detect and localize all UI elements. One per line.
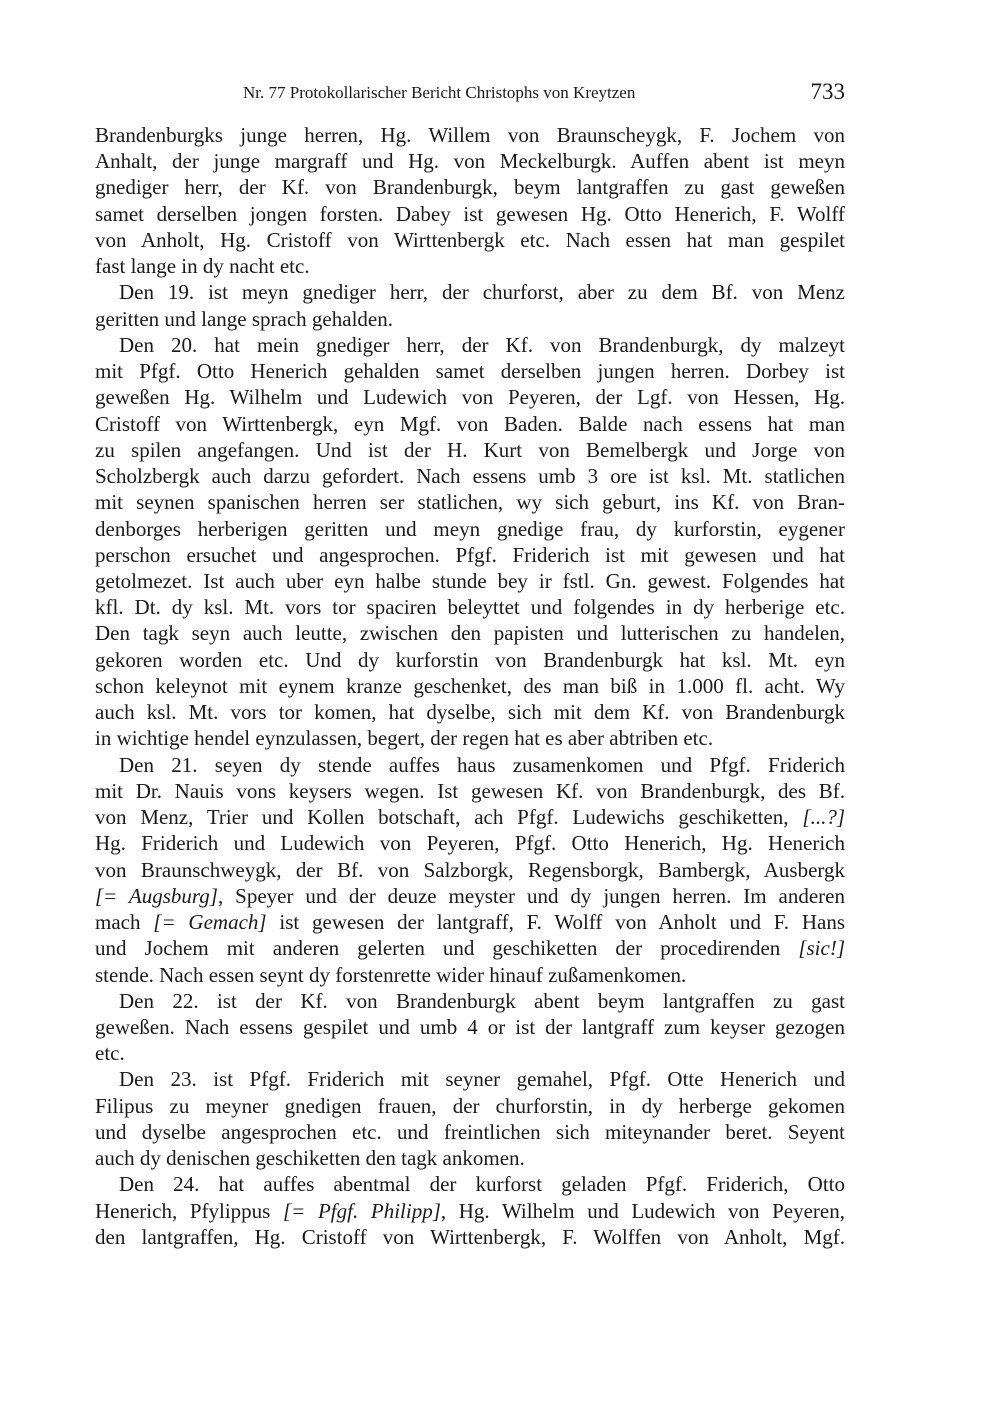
paragraph [95, 988, 845, 1067]
text-segment: Filipus zu meyner gnedigen frauen, der churforstin, in dy herberge gekomen [95, 1093, 845, 1118]
text-segment: schon keleynot mit eynem kranze geschenket, des man biß in 1.000 fl. acht. Wy [95, 673, 845, 698]
text-line [95, 542, 845, 568]
running-title: Nr. 77 Protokollarischer Bericht Christophs von Kreytzen [243, 83, 636, 102]
editorial-note: [= Pfgf. Philipp] [283, 1198, 441, 1223]
text-line [95, 437, 845, 463]
text-segment: perschon ersuchet und angesprochen. Pfgf. Friderich ist mit gewesen und hat [95, 542, 845, 567]
text-line [95, 647, 845, 673]
text-line [95, 1145, 845, 1171]
text-segment: Den 23. ist Pfgf. Friderich mit seyner gemahel, Pfgf. Otte Henerich und [119, 1067, 845, 1092]
text-segment: gnediger herr, der Kf. von Brandenburgk, beym lantgraffen zu gast geweßen [95, 175, 845, 200]
text-line [95, 620, 845, 646]
text-line [95, 725, 845, 751]
text-line [95, 201, 845, 227]
text-line [95, 253, 845, 279]
text-segment: geritten und lange sprach gehalden. [95, 306, 393, 331]
page-number: 733 [810, 79, 845, 104]
text-line [95, 306, 845, 332]
text-segment: Henerich, Pfylippus [95, 1198, 283, 1223]
text-segment: getolmezet. Ist auch uber eyn halbe stunde bey ir fstl. Gn. gewest. Folgendes hat [95, 568, 845, 593]
text-segment: stende. Nach essen seynt dy forstenrette wider hinauf zußamenkomen. [95, 962, 687, 987]
text-segment: geweßen. Nach essens gespilet und umb 4 or ist der lantgraff zum keyser gezogen [95, 1014, 845, 1039]
text-segment: kfl. Dt. dy ksl. Mt. vors tor spaciren beleyttet und folgendes in dy herberige etc. [95, 595, 845, 620]
text-segment: Den 21. seyen dy stende auffes haus zusamenkomen und Pfgf. Friderich [119, 752, 845, 777]
text-segment: und Jochem mit anderen gelerten und geschiketten der procedirenden [95, 936, 799, 961]
text-line [95, 962, 845, 988]
text-segment: von Menz, Trier und Kollen botschaft, ach Pfgf. Ludewichs geschiketten, [95, 805, 803, 830]
text-line [95, 411, 845, 437]
text-segment: Den 19. ist meyn gnediger herr, der churforst, aber zu dem Bf. von Menz [119, 280, 845, 305]
text-segment: , Speyer und der deuze meyster und dy jungen herren. Im anderen [217, 883, 846, 908]
text-line [95, 463, 845, 489]
editorial-note: [...?] [802, 805, 845, 830]
running-head [95, 80, 845, 106]
text-line [95, 1224, 845, 1250]
text-segment: ist gewesen der lantgraff, F. Wolff von Anholt und F. Hans [266, 910, 845, 935]
text-line [95, 384, 845, 410]
paragraph [95, 122, 845, 279]
paragraph [95, 752, 845, 988]
text-segment: mit Pfgf. Otto Henerich gehalden samet derselben jungen herren. Dorbey ist [95, 359, 845, 384]
text-line [95, 830, 845, 856]
text-line [95, 568, 845, 594]
text-line [95, 516, 845, 542]
text-segment: und dyselbe angesprochen etc. und freintlichen sich miteynander beret. Seyent [95, 1119, 845, 1144]
text-segment: Den tagk seyn auch leutte, zwischen den papisten und lutterischen zu handelen, [95, 621, 845, 646]
text-line [95, 594, 845, 620]
text-segment: , Hg. Wilhelm und Ludewich von Peyeren, [440, 1198, 845, 1223]
text-segment: denborges herberigen geritten und meyn gnedige frau, dy kurforstin, eygener [95, 516, 845, 541]
editorial-note: [= Gemach] [153, 910, 267, 935]
editorial-note: [= Augsburg] [95, 883, 218, 908]
text-segment: mit seynen spanischen herren ser statlichen, wy sich geburt, ins Kf. von Bran- [95, 490, 845, 515]
text-segment: geweßen Hg. Wilhelm und Ludewich von Peyeren, der Lgf. von Hessen, Hg. [95, 385, 845, 410]
text-line [95, 778, 845, 804]
paragraph [95, 279, 845, 331]
text-line [95, 358, 845, 384]
text-line [95, 857, 845, 883]
body-text [95, 122, 845, 1250]
text-segment: von Braunschweygk, der Bf. von Salzborgk, Regensborgk, Bambergk, Ausbergk [95, 857, 845, 882]
text-line [95, 909, 845, 935]
text-line [95, 148, 845, 174]
text-segment: von Anholt, Hg. Cristoff von Wirttenbergk etc. Nach essen hat man gespilet [95, 227, 845, 252]
text-segment: Den 22. ist der Kf. von Brandenburgk abent beym lantgraffen zu gast [119, 988, 845, 1013]
text-line [95, 1119, 845, 1145]
text-line [95, 804, 845, 830]
text-segment: Cristoff von Wirttenbergk, eyn Mgf. von Baden. Balde nach essens hat man [95, 411, 845, 436]
text-segment: Anhalt, der junge margraff und Hg. von Meckelburgk. Auffen abent ist meyn [95, 149, 845, 174]
text-line [95, 332, 845, 358]
text-segment: den lantgraffen, Hg. Cristoff von Wirttenbergk, F. Wolffen von Anholt, Mgf. [95, 1224, 845, 1249]
text-segment: Hg. Friderich und Ludewich von Peyeren, Pfgf. Otto Henerich, Hg. Henerich [95, 831, 845, 856]
text-segment: auch ksl. Mt. vors tor komen, hat dyselbe, sich mit dem Kf. von Brandenburgk [95, 700, 845, 725]
text-line [95, 174, 845, 200]
text-line [95, 1171, 845, 1197]
editorial-note: [sic!] [798, 936, 845, 961]
text-segment: Den 24. hat auffes abentmal der kurforst geladen Pfgf. Friderich, Otto [119, 1172, 845, 1197]
text-line [95, 935, 845, 961]
text-segment: mit Dr. Nauis vons keysers wegen. Ist gewesen Kf. von Brandenburgk, des Bf. [95, 778, 845, 803]
paragraph [95, 1171, 845, 1250]
text-segment: Scholzbergk auch darzu gefordert. Nach essens umb 3 ore ist ksl. Mt. statlichen [95, 464, 845, 489]
text-line [95, 699, 845, 725]
paragraph [95, 332, 845, 752]
text-line [95, 279, 845, 305]
text-line [95, 673, 845, 699]
text-line [95, 1014, 845, 1040]
text-line [95, 1093, 845, 1119]
text-segment: zu spilen angefangen. Und ist der H. Kurt von Bemelbergk und Jorge von [95, 437, 845, 462]
text-line [95, 752, 845, 778]
text-segment: fast lange in dy nacht etc. [95, 254, 310, 279]
text-line [95, 883, 845, 909]
text-segment: etc. [95, 1041, 125, 1066]
text-line [95, 988, 845, 1014]
text-line [95, 1198, 845, 1224]
text-segment: in wichtige hendel eynzulassen, begert, der regen hat es aber abtriben etc. [95, 726, 714, 751]
text-line [95, 227, 845, 253]
text-segment: Den 20. hat mein gnediger herr, der Kf. von Brandenburgk, dy malzeyt [119, 332, 845, 357]
text-segment: Brandenburgks junge herren, Hg. Willem von Braunscheygk, F. Jochem von [95, 123, 845, 147]
text-segment: samet derselben jongen forsten. Dabey ist gewesen Hg. Otto Henerich, F. Wolff [95, 201, 845, 226]
text-line [95, 1040, 845, 1066]
paragraph [95, 1066, 845, 1171]
text-segment: gekoren worden etc. Und dy kurforstin von Brandenburgk hat ksl. Mt. eyn [95, 647, 845, 672]
text-line [95, 1066, 845, 1092]
text-line [95, 489, 845, 515]
text-segment: mach [95, 910, 154, 935]
text-segment: auch dy denischen geschiketten den tagk ankomen. [95, 1146, 525, 1171]
text-line [95, 122, 845, 148]
